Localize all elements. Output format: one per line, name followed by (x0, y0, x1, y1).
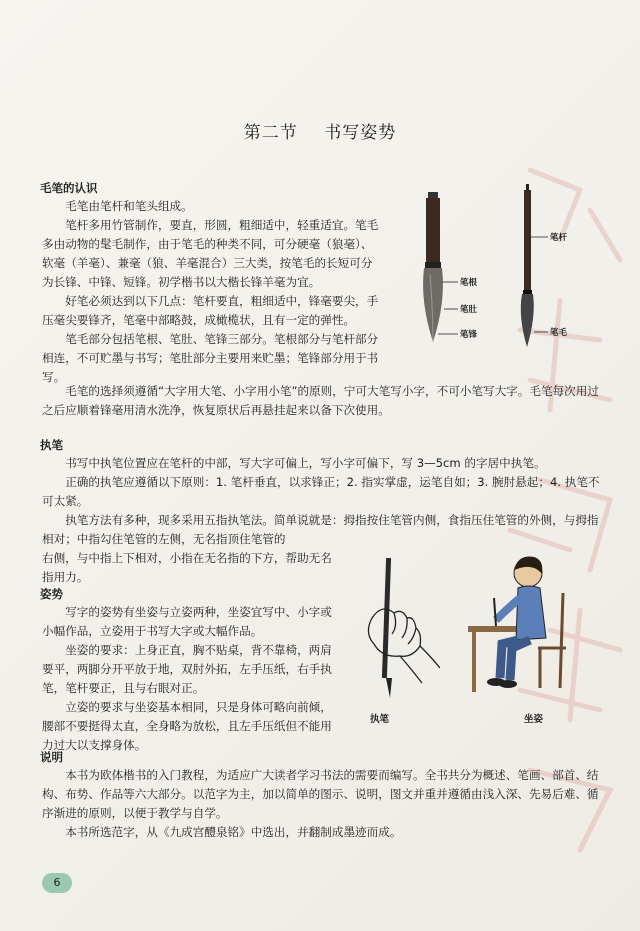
sitting-posture-illustration (468, 548, 588, 708)
section-title (0, 118, 640, 143)
holding-brush-illustration (352, 558, 440, 703)
paragraph-shuoming-1: 本书为欧体楷书的入门教程，为适应广大读者学习书法的需要而编写。全书共分为概述、笔画、部首、结构、布势、作品等六大部分。以范字为主，加以简单的图示、说明，图文并重并遵循由浅入深、先易后难、循序渐进的原则，以便于教学与自学。 (42, 768, 599, 820)
label-bigen: 笔根 (460, 278, 478, 288)
paragraph-maobi-3: 好笔必须达到以下几点：笔杆要直，粗细适中，锋毫要尖，手压毫尖要锋齐，笔毫中部略鼓，成橄榄状，且有一定的弹性。 (42, 294, 379, 327)
label-bigan: 笔杆 (550, 233, 568, 243)
label-bifeng: 笔锋 (460, 330, 478, 340)
paragraph-maobi-5: 毛笔的选择须遵循“大字用大笔、小字用小笔”的原则，宁可大笔写小字，不可小笔写大字。毛笔每次用过之后应顺着锋毫用清水洗净，恢复原状后再悬挂起来以备下次使用。 (42, 384, 599, 417)
page-number: 6 (42, 873, 72, 893)
paragraph-zishi-2: 坐姿的要求：上身正直，胸不贴桌，背不靠椅，两肩要平，两脚分开平放于地，双肘外拓，左手压纸，右手执笔，笔杆要正，且与右眼对正。 (42, 643, 332, 695)
caption-zuozi: 坐姿 (524, 714, 544, 725)
paragraph-zhibi-2: 正确的执笔应遵循以下原则：1. 笔杆垂直，以求锋正；2. 指实掌虚，运笔自如；3. 腕肘悬起；4. 执笔不可太紧。 (42, 475, 600, 508)
paragraph-maobi-2: 笔杆多用竹管制作，要直，形圆，粗细适中，轻重适宜。笔毛多由动物的髦毛制作，由于笔毛的种类不同，可分硬毫（狼毫）、软毫（羊毫）、兼毫（狼、羊毫混合）三大类，按笔毛的长短可分为长锋、中锋、短锋。初学楷书以大楷长锋羊毫为宜。 (42, 218, 379, 289)
paragraph-maobi-1: 毛笔由笔杆和笔头组成。 (65, 199, 193, 213)
heading-zishi: 姿势 (40, 587, 63, 601)
paragraph-zishi-1: 写字的姿势有坐姿与立姿两种，坐姿宜写中、小字或小幅作品，立姿用于书写大字或大幅作品。 (42, 605, 332, 638)
heading-shuoming: 说明 (40, 750, 63, 764)
section-name: 书写姿势 (324, 123, 397, 143)
brush-illustration (400, 182, 570, 352)
paragraph-maobi-4: 笔毛部分包括笔根、笔肚、笔锋三部分。笔根部分与笔杆部分相连，不可贮墨与书写；笔肚部分主要用来贮墨；笔锋部分用于书写。 (42, 332, 379, 384)
paragraph-shuoming-2: 本书所选范字，从《九成宫醴泉铭》中选出，并翻制成墨迹而成。 (65, 825, 402, 839)
paragraph-zhibi-3a: 执笔方法有多种，现多采用五指执笔法。简单说就是：拇指按住笔管内侧，食指压住笔管的外侧，与拇指相对；中指勾住笔管的左侧，无名指顶住笔管的 (42, 513, 599, 546)
paragraph-zhibi-3b: 右侧，与中指上下相对，小指在无名指的下方，帮助无名指用力。 (42, 551, 332, 584)
label-bidu: 笔肚 (460, 305, 478, 315)
label-bimao: 笔毛 (550, 328, 568, 338)
section-number: 第二节 (243, 123, 298, 143)
paragraph-zishi-3: 立姿的要求与坐姿基本相同，只是身体可略向前倾，腰部不要挺得太直，全身略为放松，且左手压纸但不能用力过大以支撑身体。 (42, 700, 332, 752)
caption-zhibi: 执笔 (370, 714, 390, 725)
heading-maobi: 毛笔的认识 (40, 181, 98, 195)
heading-zhibi: 执笔 (40, 438, 63, 452)
paragraph-zhibi-1: 书写中执笔位置应在笔杆的中部，写大字可偏上，写小字可偏下，写 3—5cm 的字居中执笔。 (65, 456, 546, 470)
